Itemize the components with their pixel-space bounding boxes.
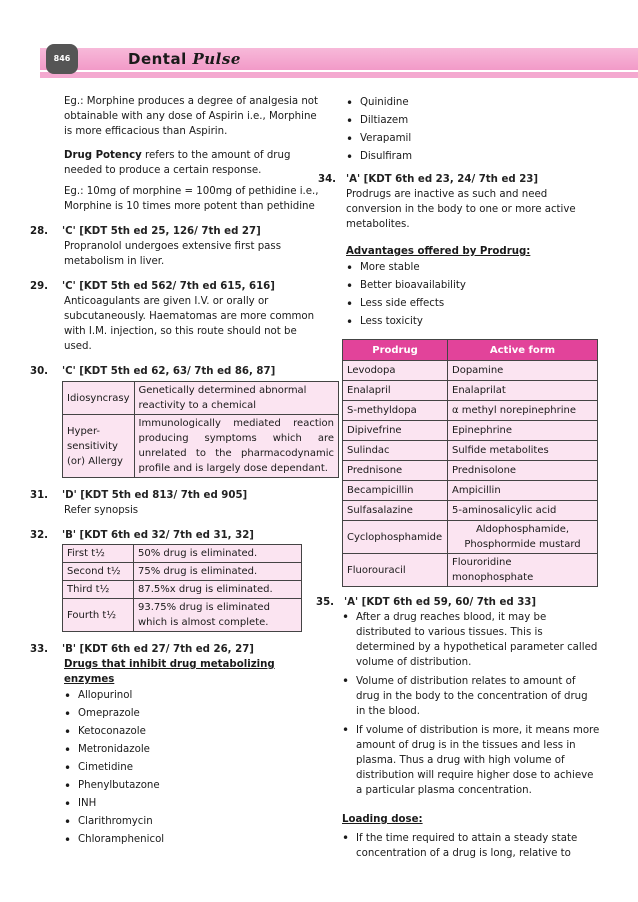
q33-heading [30, 642, 325, 657]
q31-text: Refer synopsis [64, 505, 139, 516]
list-item: • Diltiazem [346, 112, 600, 130]
q35-number: 35. [316, 597, 335, 608]
list-item: • Disulfiram [346, 148, 600, 166]
table-cell: Sulfasalazine [343, 501, 448, 521]
list-item: • Allopurinol [64, 687, 325, 705]
q34-answer: 'A' [KDT 6th ed 23, 24/ 7th ed 23] [346, 174, 539, 185]
table-row [343, 441, 598, 461]
q33-subheading: Drugs that inhibit drug metabolizing enzymes [64, 659, 275, 685]
potency-rest: refers to the amount of drug needed to produce a certain response. [64, 150, 291, 176]
prodrug-table [342, 339, 598, 587]
table-cell-term: First t½ [63, 545, 134, 563]
table-row [63, 563, 302, 581]
table-row [343, 421, 598, 441]
table-row [63, 382, 339, 415]
list-item: • Clarithromycin [64, 813, 325, 831]
table-cell: S-methyldopa [343, 401, 448, 421]
table-cell: Aldophosphamide, Phosphormide mustard [448, 521, 598, 554]
table-cell: Levodopa [343, 361, 448, 381]
table-cell-desc: Immunologically mediated reaction producing symptoms which are unrelated to the pharmacodynamic profile and is largely dose dependant. [134, 415, 338, 478]
q31-answer: 'D' [KDT 5th ed 813/ 7th ed 905] [62, 490, 248, 501]
list-item: • Less toxicity [346, 313, 600, 331]
table-cell: Sulindac [343, 441, 448, 461]
page-number: 846 [46, 44, 78, 74]
table-row [63, 581, 302, 599]
table-cell: Fluorouracil [343, 554, 448, 587]
top-drug-list [346, 94, 600, 166]
advantages-heading: Advantages offered by Prodrug: [346, 246, 531, 257]
table-header: Active form [448, 340, 598, 361]
table-cell-term: Second t½ [63, 563, 134, 581]
q28-text: Propranolol undergoes extensive first pass metabolism in liver. [64, 241, 282, 267]
q32-number: 32. [30, 530, 49, 541]
q29-answer: 'C' [KDT 5th ed 562/ 7th ed 615, 616] [62, 281, 275, 292]
eg2-text: Eg.: 10mg of morphine = 100mg of pethidine i.e., Morphine is 10 times more potent than pethidine [64, 186, 319, 212]
table-row [343, 461, 598, 481]
header-title-part1: Dental [128, 50, 187, 68]
loading-dose-heading: Loading dose: [342, 814, 423, 825]
table-header: Prodrug [343, 340, 448, 361]
table-cell: Epinephrine [448, 421, 598, 441]
q35-answer: 'A' [KDT 6th ed 59, 60/ 7th ed 33] [344, 597, 537, 608]
table-cell: Prednisone [343, 461, 448, 481]
table-cell: Cyclophosphamide [343, 521, 448, 554]
q32-table [62, 544, 302, 632]
q32-answer: 'B' [KDT 6th ed 32/ 7th ed 31, 32] [62, 530, 254, 541]
list-item: • Verapamil [346, 130, 600, 148]
loading-dose-list [342, 831, 600, 861]
table-cell: α methyl norepinephrine [448, 401, 598, 421]
list-item: • Metronidazole [64, 741, 325, 759]
advantages-list [346, 259, 600, 331]
q35-list [342, 610, 600, 798]
table-cell: Prednisolone [448, 461, 598, 481]
table-header-row [343, 340, 598, 361]
table-cell: 5-aminosalicylic acid [448, 501, 598, 521]
list-item: • Better bioavailability [346, 277, 600, 295]
table-cell: Sulfide metabolites [448, 441, 598, 461]
table-row [63, 599, 302, 632]
eg1-text: Eg.: Morphine produces a degree of analgesia not obtainable with any dose of Aspirin i.e., Morphine is more efficacious than Aspirin. [64, 96, 319, 137]
q30-heading [30, 364, 325, 379]
list-item: • If the time required to attain a steady state concentration of a drug is long, relative to [342, 831, 600, 861]
table-cell: Flouroridine monophosphate [448, 554, 598, 587]
table-row [63, 415, 339, 478]
q31-number: 31. [30, 490, 49, 501]
list-item: • Ketoconazole [64, 723, 325, 741]
table-cell-desc: 75% drug is eliminated. [134, 563, 302, 581]
list-item: • Chloramphenicol [64, 831, 325, 849]
table-cell-desc: 87.5%x drug is eliminated. [134, 581, 302, 599]
list-item: • Cimetidine [64, 759, 325, 777]
table-cell-desc: 93.75% drug is eliminated which is almost complete. [134, 599, 302, 632]
table-cell: Becampicillin [343, 481, 448, 501]
q35-heading [316, 595, 600, 610]
q29-heading [30, 279, 325, 294]
table-cell: Dopamine [448, 361, 598, 381]
table-cell-desc: Genetically determined abnormal reactivity to a chemical [134, 382, 338, 415]
table-row [343, 381, 598, 401]
table-row [343, 401, 598, 421]
table-cell-term: Idiosyncrasy [63, 382, 135, 415]
table-cell: Dipivefrine [343, 421, 448, 441]
q33-number: 33. [30, 644, 49, 655]
list-item: • INH [64, 795, 325, 813]
table-row [343, 521, 598, 554]
list-item: • Quinidine [346, 94, 600, 112]
q32-heading [30, 528, 325, 543]
list-item: • Less side effects [346, 295, 600, 313]
q29-number: 29. [30, 281, 49, 292]
q33-list [64, 687, 325, 849]
table-cell: Ampicillin [448, 481, 598, 501]
table-cell: Enalaprilat [448, 381, 598, 401]
list-item: • Phenylbutazone [64, 777, 325, 795]
q34-heading [318, 172, 600, 187]
q28-answer: 'C' [KDT 5th ed 25, 126/ 7th ed 27] [62, 226, 261, 237]
table-cell-term: Third t½ [63, 581, 134, 599]
list-item: • After a drug reaches blood, it may be distributed to various tissues. This is determined by a hypothetical parameter called volume of distribution. [342, 610, 600, 670]
q34-number: 34. [318, 174, 337, 185]
table-row [63, 545, 302, 563]
right-column [318, 94, 600, 861]
list-item: • More stable [346, 259, 600, 277]
q30-number: 30. [30, 366, 49, 377]
potency-bold: Drug Potency [64, 150, 142, 161]
potency-para [30, 148, 325, 178]
table-row [343, 361, 598, 381]
q30-answer: 'C' [KDT 5th ed 62, 63/ 7th ed 86, 87] [62, 366, 276, 377]
q31-heading [30, 488, 325, 503]
table-row [343, 554, 598, 587]
list-item: • Omeprazole [64, 705, 325, 723]
table-cell-desc: 50% drug is eliminated. [134, 545, 302, 563]
table-row [343, 481, 598, 501]
list-item: • If volume of distribution is more, it means more amount of drug is in the tissues and less in plasma. Thus a drug with high volume of distribution will require higher dose to achieve a particular plasma concentration. [342, 723, 600, 798]
q28-heading [30, 224, 325, 239]
header-band-lower [40, 72, 638, 78]
q28-number: 28. [30, 226, 49, 237]
q34-text: Prodrugs are inactive as such and need conversion in the body to one or more active metabolites. [346, 189, 576, 230]
table-row [343, 501, 598, 521]
q30-table [62, 381, 339, 478]
q33-answer: 'B' [KDT 6th ed 27/ 7th ed 26, 27] [62, 644, 254, 655]
header-title [128, 50, 241, 68]
q29-text: Anticoagulants are given I.V. or orally or subcutaneously. Haematomas are more common with I.M. injection, so this route should not be used. [64, 296, 315, 352]
list-item: • Volume of distribution relates to amount of drug in the body to the concentration of drug in the blood. [342, 674, 600, 719]
table-cell-term: Hyper-sensitivity (or) Allergy [63, 415, 135, 478]
table-cell: Enalapril [343, 381, 448, 401]
header-title-part2: Pulse [192, 50, 241, 68]
table-cell-term: Fourth t½ [63, 599, 134, 632]
